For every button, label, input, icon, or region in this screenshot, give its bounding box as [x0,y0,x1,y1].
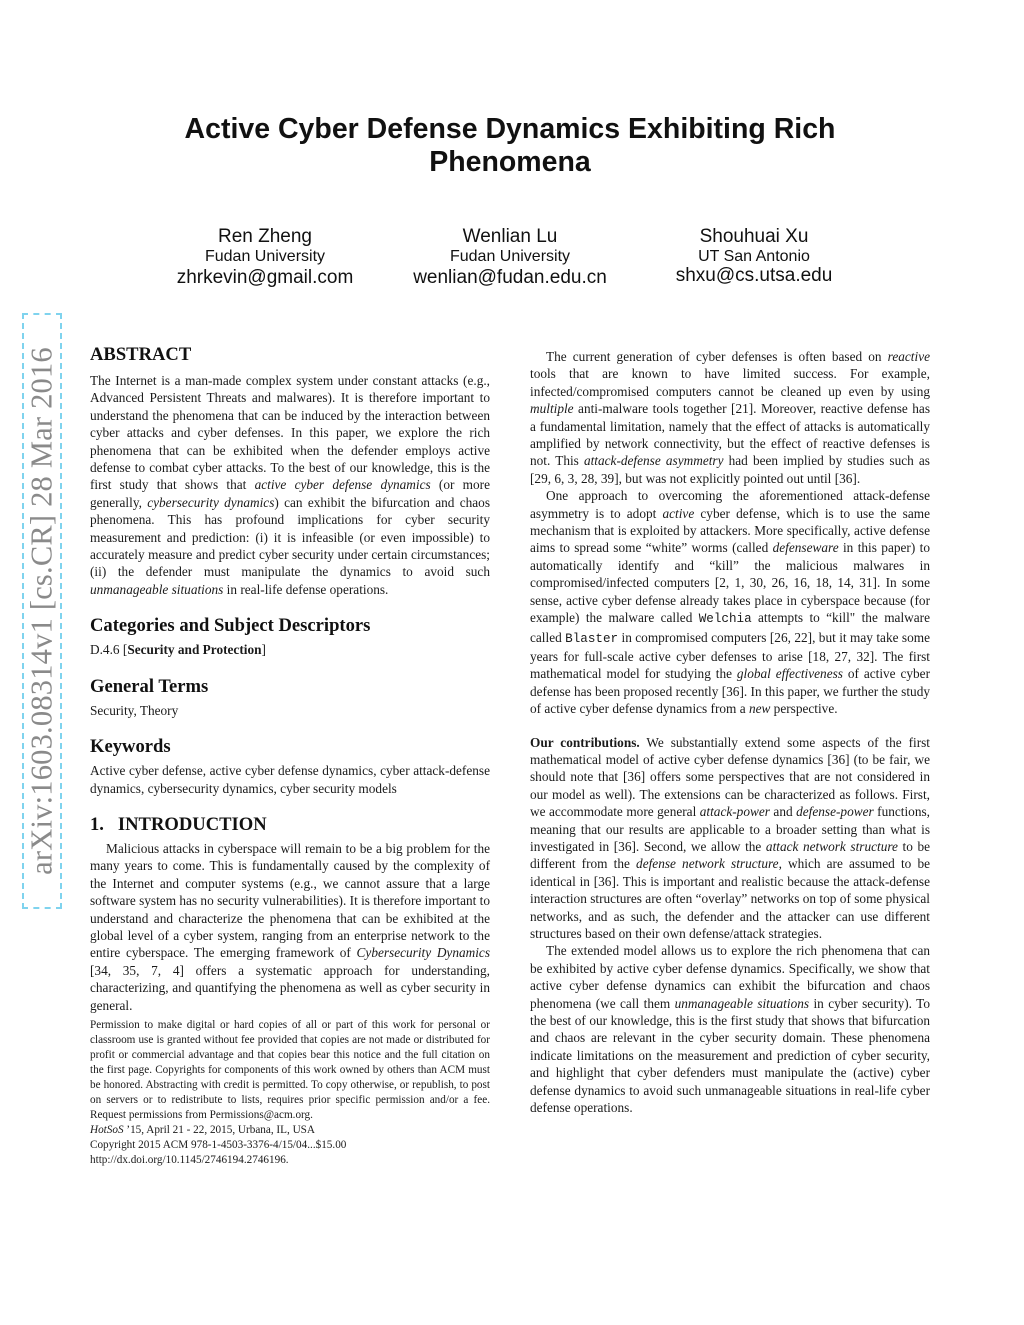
author-name: Ren Zheng [217,226,312,247]
categories-heading: Categories and Subject Descriptors [90,615,371,637]
contributions-paragraph: Our contributions. We substantially extend some aspects of the first mathematical model of active cyber defense dynamics [36] (to be fair, we should note that [36] offers some perspectives that are not considered in our model as well). The extensions can be characterized as follows. First, we accommodate more general attack-power and defense-power functions, meaning that our results are applicable to a broader setting than what is investigated in [36]. Second, we allow the attack network structure to be different from the defense network structure, which are assumed to be identical in [36]. This is important and realistic because the attack-defense interaction structures are often “overlay” networks on top of some physical networks, and as such, the defender and the attacker can use different structures based on their own defense/attack strategies. [530,734,930,941]
author-email[interactable]: shxu@cs.utsa.edu [675,265,833,286]
general-terms-text: Security, Theory [90,702,179,718]
copyright-line: Copyright 2015 ACM 978-1-4503-3376-4/15/04...$15.00 [90,1138,347,1151]
introduction-heading: 1. INTRODUCTION [90,813,267,835]
author-block [654,226,854,286]
author-name: Shouhuai Xu [699,226,809,247]
introduction-paragraph: Malicious attacks in cyberspace will remain to be a big problem for the many years to come. This is fundamentally caused by the complexity of the Internet and computer systems (e.g., we cannot assure that a large software system has no security vulnerabilities). It is therefore important to understand and characterize the phenomena that can be exhibited at the global level of a cyber system, ranging from an enterprise network to the entire cyberspace. The emerging framework of Cybersecurity Dynamics [34, 35, 7, 4] offers a systematic approach for understanding, characterizing, and quantifying the phenomena as well as cyber security in general. [90,840,490,1013]
keywords-heading: Keywords [90,736,171,758]
author-block [160,226,370,290]
body-paragraph: One approach to overcoming the aforementioned attack-defense asymmetry is to adopt active cyber defense, which is to use the same mechanism that is exploited by attackers. More specifically, active defense aims to spread some “white” worms (called defenseware in this paper) to automatically identify and “kill” the malicious malwares in compromised/infected computers [2, 1, 30, 26, 16, 18, 14, 31]. In some sense, active cyber defense already takes place in cyberspace because (for example) the malware called Welchia attempts to “kill" the malware called Blaster in compromised computers [26, 22], but it may take some years for full-scale active cyber defenses to arise [18, 27, 32]. The first mathematical model for studying the global effectiveness of active cyber defense has been proposed recently [36]. In this paper, we further the study of active cyber defense dynamics from a new perspective. [530,488,931,717]
paper-title: Active Cyber Defense Dynamics Exhibiting Rich Phenomena [184,113,836,178]
abstract-text: The Internet is a man-made complex system under constant attacks (e.g., Advanced Persistent Threats and malwares). It is therefore important to understand the phenomena that can be induced by the interaction between cyber attacks and cyber defenses. In this paper, we explore the rich phenomena that can be exhibited when the defender employs active defense to combat cyber attacks. To the best of our knowledge, this is the first study that shows that active cyber defense dynamics (or more generally, cybersecurity dynamics) can exhibit the bifurcation and chaos phenomena. This has profound implications for cyber security measurement and prediction: (i) it is infeasible (or even impossible) to accurately measure and predict cyber security under certain circumstances; (ii) the defender must manipulate the dynamics to avoid such unmanageable situations in real-life defense operations. [90,373,490,597]
author-email[interactable]: zhrkevin@gmail.com [176,267,354,288]
arxiv-stamp[interactable] [22,313,62,909]
body-paragraph: The current generation of cyber defenses is often based on reactive tools that are known to have limited success. For example, infected/compromised computers cannot be cleaned up even by using multiple anti-malware tools together [21]. Moreover, reactive defense has a fundamental limitation, namely that the effect of attacks is automatically amplified by network connectivity, but the effect of reactive defenses is not. This attack-defense asymmetry had been implied by studies such as [29, 6, 3, 28, 39], but was not explicitly pointed out until [36]. [530,349,930,486]
author-affiliation: Fudan University [204,248,326,265]
permission-notice: Permission to make digital or hard copies of all or part of this work for personal or classroom use is granted without fee provided that copies are not made or distributed for profit or commercial advantage and that copies bear this notice and the full citation on the first page. Copyrights for components of this work owned by others than ACM must be honored. Abstracting with credit is permitted. To copy otherwise, or republish, to post on servers or to redistribute to lists, requires prior specific permission and/or a fee. Request permissions from Permissions@acm.org. [90,1018,490,1121]
left-column [90,344,490,1168]
author-email[interactable]: wenlian@fudan.edu.cn [413,267,607,288]
author-name: Wenlian Lu [462,226,558,247]
venue-line: HotSoS ’15, April 21 - 22, 2015, Urbana, IL, USA [90,1123,315,1136]
author-affiliation: Fudan University [449,248,571,265]
author-block [402,226,618,290]
arxiv-identifier: arXiv:1603.08314v1 [cs.CR] 28 Mar 2016 [24,347,59,875]
general-terms-heading: General Terms [90,675,209,697]
author-affiliation: UT San Antonio [698,248,810,265]
body-paragraph: The extended model allows us to explore the rich phenomena that can be exhibited by active cyber defense dynamics. Specifically, we show that active cyber defense dynamics can exhibit the bifurcation and chaos phenomena (we call them unmanageable situations in cyber security). To the best of our knowledge, this is the first study that shows that bifurcation and chaos are relevant in the cyber security domain. These phenomena indicate limitations on the measurement and prediction of cyber security, and highlight that cyber defenders must manipulate the (active) cyber defense dynamics to avoid such unmanageable situations in real-life cyber defense operations. [530,943,930,1116]
right-column [530,348,930,1116]
doi-link[interactable]: http://dx.doi.org/10.1145/2746194.2746196. [90,1153,289,1166]
categories-text: D.4.6 [Security and Protection] [90,642,266,658]
abstract-heading: ABSTRACT [90,344,192,365]
keywords-text: Active cyber defense, active cyber defense dynamics, cyber attack-defense dynamics, cybersecurity dynamics, cyber security models [90,763,490,796]
